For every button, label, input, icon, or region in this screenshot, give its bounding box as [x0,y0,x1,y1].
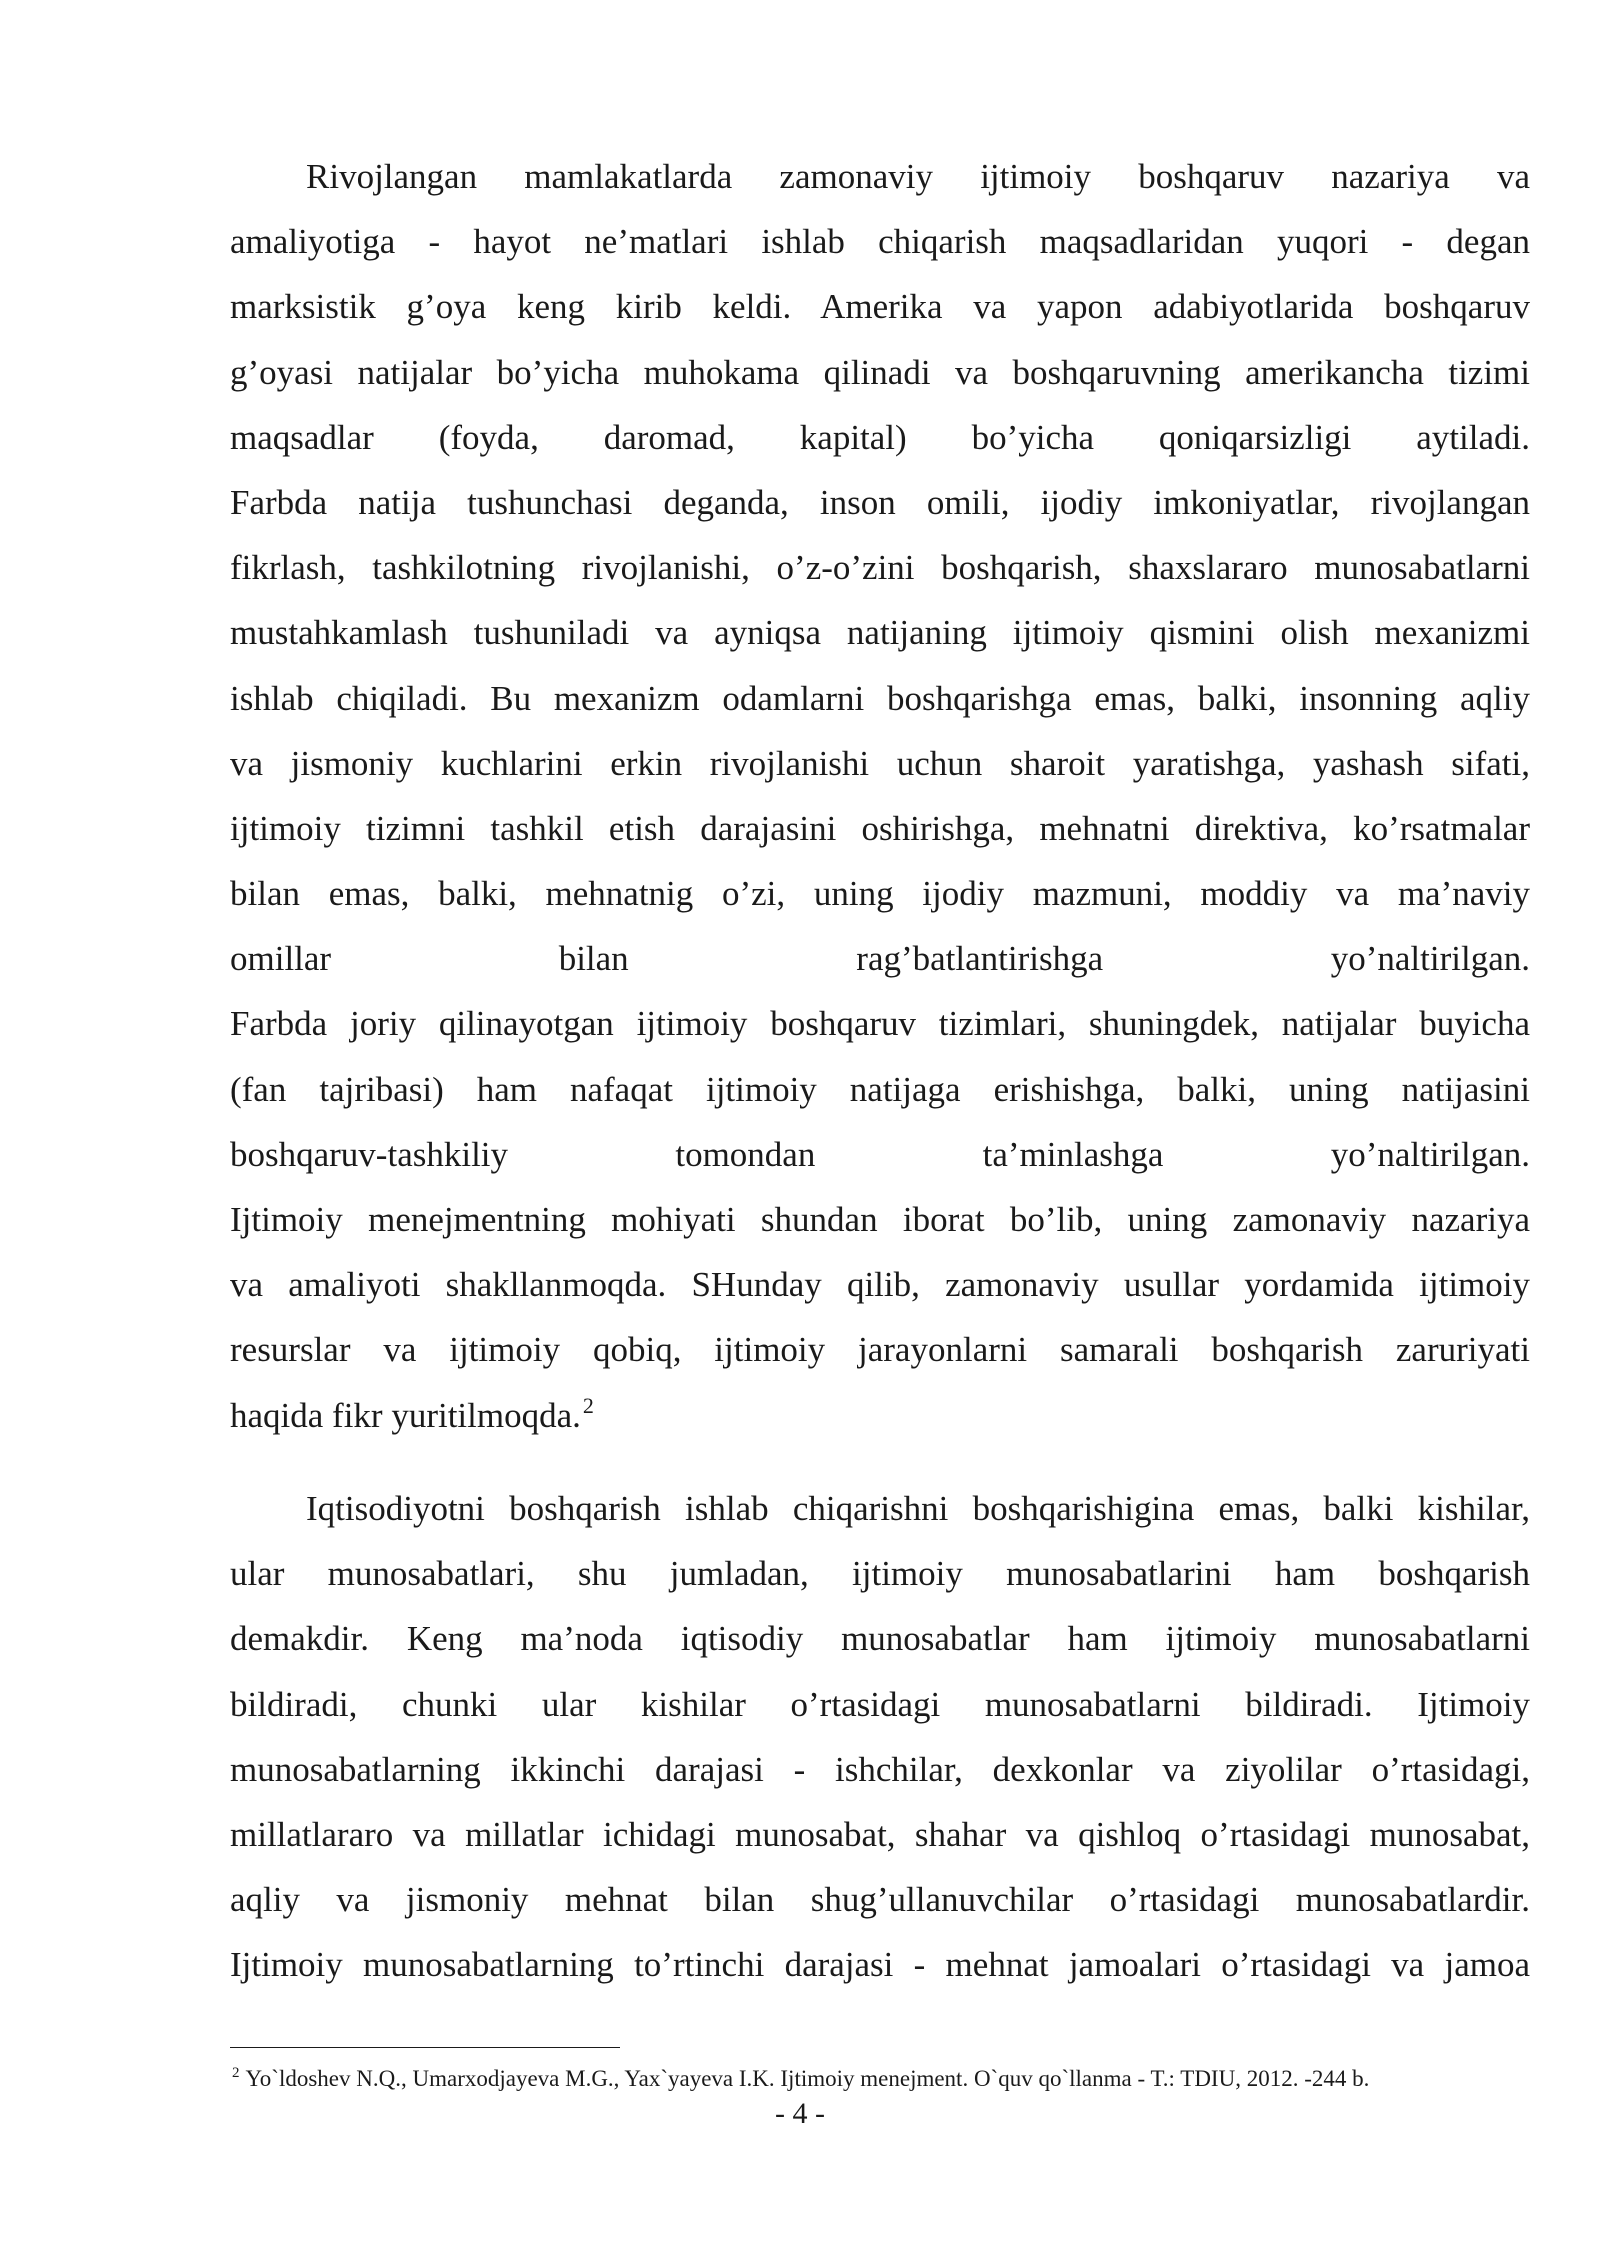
text-line: resurslar va ijtimoiy qobiq, ijtimoiy jarayonlarni samarali boshqarish zaruriyati [230,1330,1530,1370]
paragraph-2 [230,1476,1530,1998]
text-line-last [230,1383,1530,1448]
text-line: g’oyasi natijalar bo’yicha muhokama qilinadi va boshqaruvning amerikancha tizimi [230,352,1530,392]
text-line-content: haqida fikr yuritilmoqda. [230,1395,581,1435]
footnote-divider [230,2047,620,2048]
footnote-mark: 2 [232,2065,240,2081]
text-line: va jismoniy kuchlarini erkin rivojlanishi uchun sharoit yaratishga, yashash sifati, [230,743,1530,783]
text-line: Iqtisodiyotni boshqarish ishlab chiqarishni boshqarishigina emas, balki kishilar, [306,1489,1530,1528]
text-line: fikrlash, tashkilotning rivojlanishi, o’z-o’zini boshqarish, shaxslararo munosabatlarni [230,548,1530,588]
text-line: Farbda natija tushunchasi deganda, inson omili, ijodiy imkoniyatlar, rivojlangan [230,482,1530,522]
text-line: bildiradi, chunki ular kishilar o’rtasidagi munosabatlarni bildiradi. Ijtimoiy [230,1684,1530,1724]
footnote-reference[interactable]: 2 [582,1392,594,1418]
text-line: va amaliyoti shakllanmoqda. SHunday qilib, zamonaviy usullar yordamida ijtimoiy [230,1265,1530,1305]
text-line: amaliyotiga - hayot ne’matlari ishlab chiqarish maqsadlaridan yuqori - degan [230,222,1530,262]
text-line: Ijtimoiy menejmentning mohiyati shundan iborat bo’lib, uning zamonaviy nazariya [230,1200,1530,1239]
footnote-text: Yo`ldoshev N.Q., Umarxodjayeva M.G., Yax`yayeva I.K. Ijtimoiy menejment. O`quv qo`llanma - T.: TDIU, 2012. -244 b. [245,2066,1370,2091]
text-line: marksistik g’oya keng kirib keldi. Amerika va yapon adabiyotlarida boshqaruv [230,287,1530,327]
paragraph-1 [230,144,1530,1448]
footnote [232,2064,1369,2097]
text-line: ular munosabatlari, shu jumladan, ijtimoiy munosabatlarini ham boshqarish [230,1554,1530,1594]
text-line: omillar bilan rag’batlantirishga yo’naltirilgan. [230,939,1530,979]
text-line: ishlab chiqiladi. Bu mexanizm odamlarni boshqarishga emas, balki, insonning aqliy [230,678,1530,718]
text-line: ijtimoiy tizimni tashkil etish darajasini oshirishga, mehnatni direktiva, ko’rsatmalar [230,808,1530,848]
page-number: - 4 - [775,2097,825,2130]
text-line: bilan emas, balki, mehnatnig o’zi, uning ijodiy mazmuni, moddiy va ma’naviy [230,874,1530,914]
text-line: boshqaruv-tashkiliy tomondan ta’minlashga yo’naltirilgan. [230,1134,1530,1174]
text-line: (fan tajribasi) ham nafaqat ijtimoiy natijaga erishishga, balki, uning natijasini [230,1069,1530,1109]
text-line: aqliy va jismoniy mehnat bilan shug’ullanuvchilar o’rtasidagi munosabatlardir. [230,1880,1530,1920]
text-line: maqsadlar (foyda, daromad, kapital) bo’yicha qoniqarsizligi aytiladi. [230,417,1530,457]
text-line: Rivojlangan mamlakatlarda zamonaviy ijtimoiy boshqaruv nazariya va [306,157,1530,196]
text-line: demakdir. Keng ma’noda iqtisodiy munosabatlar ham ijtimoiy munosabatlarni [230,1619,1530,1659]
text-line: millatlararo va millatlar ichidagi munosabat, shahar va qishloq o’rtasidagi munosabat, [230,1814,1530,1854]
text-line: mustahkamlash tushuniladi va ayniqsa natijaning ijtimoiy qismini olish mexanizmi [230,613,1530,653]
text-line: Farbda joriy qilinayotgan ijtimoiy boshqaruv tizimlari, shuningdek, natijalar buyicha [230,1004,1530,1044]
text-line: munosabatlarning ikkinchi darajasi - ishchilar, dexkonlar va ziyolilar o’rtasidagi, [230,1749,1530,1789]
text-line: Ijtimoiy munosabatlarning to’rtinchi darajasi - mehnat jamoalari o’rtasidagi va jamoa [230,1945,1530,1985]
